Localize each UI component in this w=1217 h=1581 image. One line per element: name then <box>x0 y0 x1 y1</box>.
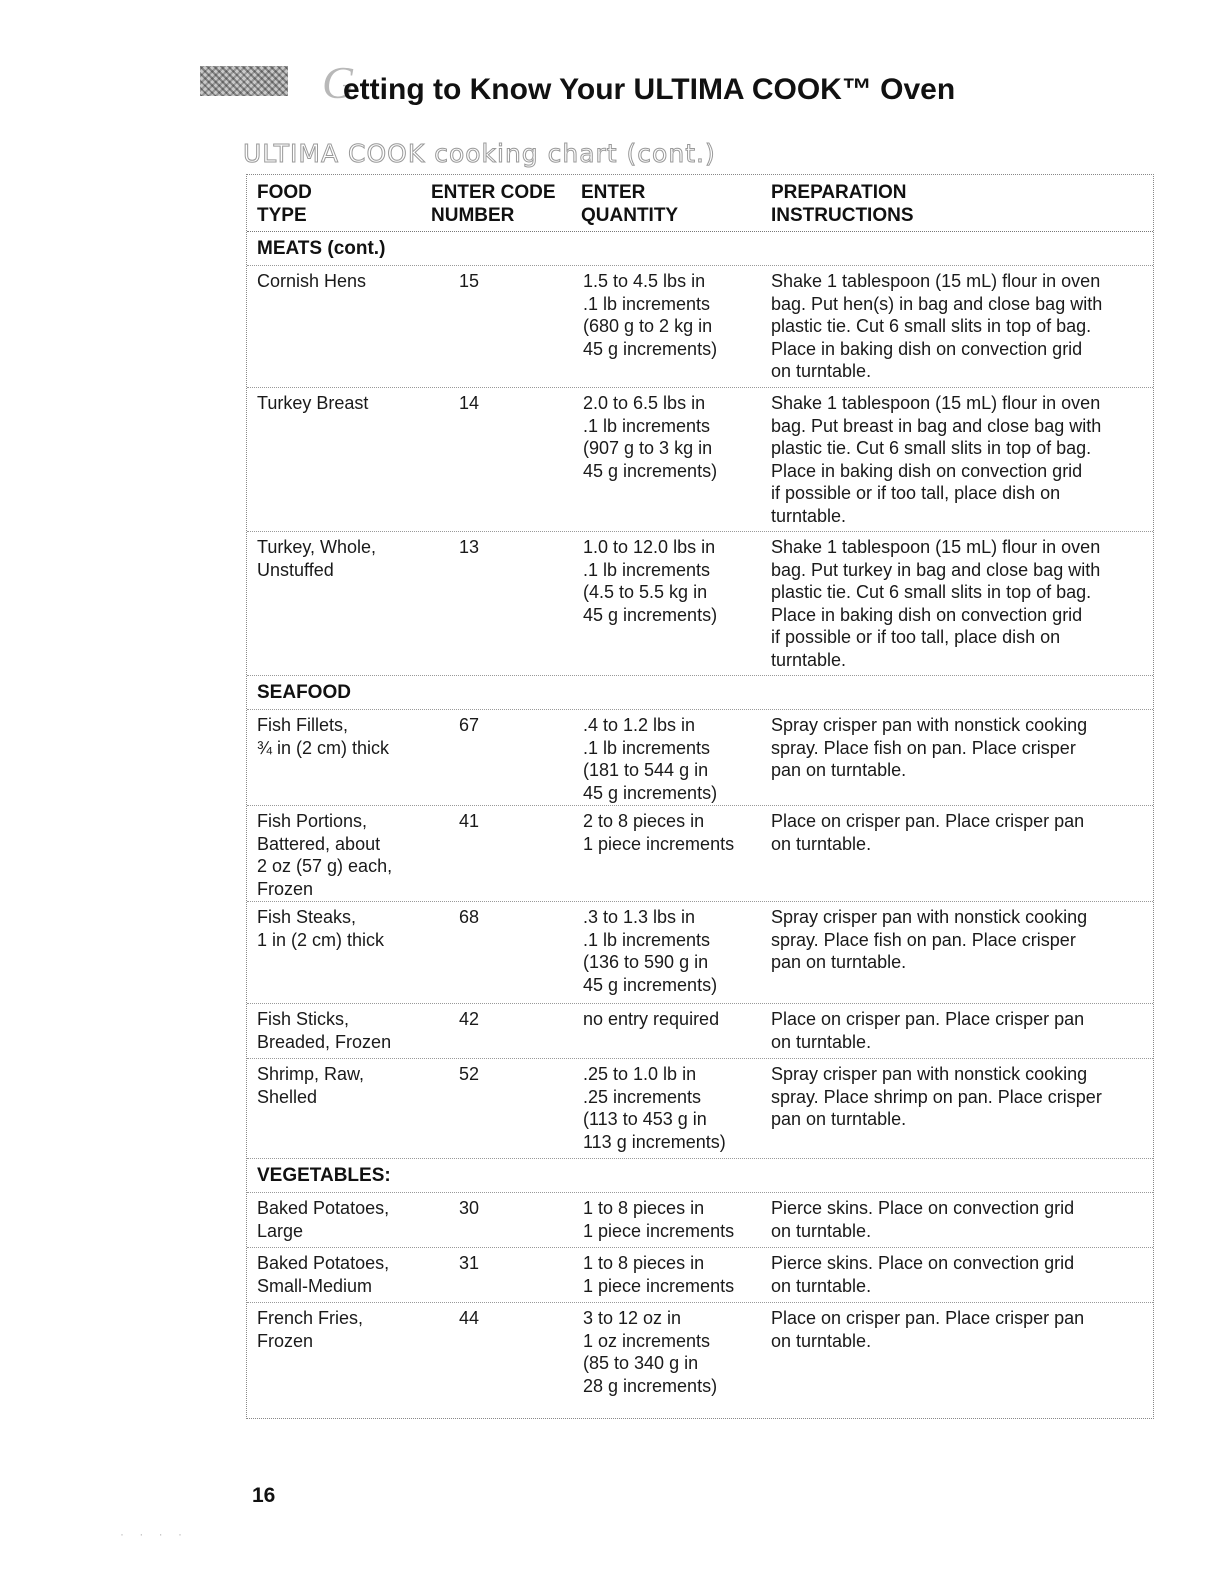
header-food-type: FOOD TYPE <box>257 182 312 226</box>
code-cell: 30 <box>459 1198 480 1218</box>
scan-artifact-dots: · · · · <box>120 1527 188 1541</box>
food-type-cell: Turkey Breast <box>257 393 369 413</box>
quantity-cell: 2 to 8 pieces in 1 piece increments <box>583 811 735 854</box>
page-title: etting to Know Your ULTIMA COOK™ Oven <box>343 73 956 106</box>
preparation-cell: Pierce skins. Place on convection grid on turntable. <box>771 1198 1075 1241</box>
code-cell: 41 <box>459 811 480 831</box>
food-type-cell: Fish Portions, Battered, about 2 oz (57 g) each, Frozen <box>257 811 393 899</box>
table-row <box>247 806 1153 902</box>
code-cell: 14 <box>459 393 480 413</box>
code-cell: 44 <box>459 1308 480 1328</box>
header-enter-code: ENTER CODE NUMBER <box>431 182 556 226</box>
table-row <box>247 1303 1153 1418</box>
code-cell: 13 <box>459 537 480 557</box>
quantity-cell: .25 to 1.0 lb in .25 increments (113 to 453 g in 113 g increments) <box>583 1064 726 1152</box>
quantity-cell: 1 to 8 pieces in 1 piece increments <box>583 1253 735 1296</box>
table-row <box>247 532 1153 676</box>
preparation-cell: Shake 1 tablespoon (15 mL) flour in oven bag. Put hen(s) in bag and close bag with plastic tie. Cut 6 small slits in top of bag. Place in baking dish on convection grid on turntable. <box>771 271 1103 381</box>
table-row <box>247 266 1153 388</box>
preparation-cell: Shake 1 tablespoon (15 mL) flour in oven bag. Put breast in bag and close bag with plastic tie. Cut 6 small slits in top of bag. Place in baking dish on convection grid if possible or if too tall, place dish on turntable. <box>771 393 1102 526</box>
table-row <box>247 1248 1153 1303</box>
preparation-cell: Place on crisper pan. Place crisper pan on turntable. <box>771 1308 1085 1351</box>
section-title: ULTIMA COOK cooking chart (cont.) <box>243 139 716 168</box>
preparation-cell: Pierce skins. Place on convection grid on turntable. <box>771 1253 1075 1296</box>
table-row <box>247 388 1153 532</box>
category-meats <box>247 232 1153 266</box>
preparation-cell: Spray crisper pan with nonstick cooking spray. Place shrimp on pan. Place crisper pan on turntable. <box>771 1064 1102 1129</box>
code-cell: 31 <box>459 1253 480 1273</box>
quantity-cell: .4 to 1.2 lbs in .1 lb increments (181 to 544 g in 45 g increments) <box>583 715 718 803</box>
food-type-cell: Baked Potatoes, Large <box>257 1198 390 1241</box>
cooking-chart-table <box>246 174 1154 1419</box>
page-number: 16 <box>252 1484 276 1507</box>
preparation-cell: Spray crisper pan with nonstick cooking spray. Place fish on pan. Place crisper pan on turntable. <box>771 715 1088 780</box>
quantity-cell: 1.0 to 12.0 lbs in .1 lb increments (4.5 to 5.5 kg in 45 g increments) <box>583 537 718 625</box>
preparation-cell: Spray crisper pan with nonstick cooking spray. Place fish on pan. Place crisper pan on turntable. <box>771 907 1088 972</box>
quantity-cell: 3 to 12 oz in 1 oz increments (85 to 340 g in 28 g increments) <box>583 1308 718 1396</box>
food-type-cell: Baked Potatoes, Small-Medium <box>257 1253 390 1296</box>
quantity-cell: 1 to 8 pieces in 1 piece increments <box>583 1198 735 1241</box>
food-type-cell: Cornish Hens <box>257 271 367 291</box>
food-type-cell: Fish Steaks, 1 in (2 cm) thick <box>257 907 385 950</box>
food-type-cell: Fish Fillets, ¾ in (2 cm) thick <box>257 715 390 758</box>
section-tab-graphic <box>200 66 288 96</box>
quantity-cell: .3 to 1.3 lbs in .1 lb increments (136 to 590 g in 45 g increments) <box>583 907 718 995</box>
quantity-cell: 1.5 to 4.5 lbs in .1 lb increments (680 g to 2 kg in 45 g increments) <box>583 271 718 359</box>
page-header <box>200 58 1100 118</box>
header-preparation: PREPARATION INSTRUCTIONS <box>771 182 914 226</box>
code-cell: 42 <box>459 1009 480 1029</box>
table-row <box>247 1059 1153 1159</box>
code-cell: 15 <box>459 271 480 291</box>
category-label: MEATS (cont.) <box>257 238 386 259</box>
code-cell: 67 <box>459 715 480 735</box>
table-row <box>247 710 1153 806</box>
category-label: VEGETABLES: <box>257 1165 391 1186</box>
preparation-cell: Place on crisper pan. Place crisper pan on turntable. <box>771 811 1085 854</box>
food-type-cell: Turkey, Whole, Unstuffed <box>257 537 377 580</box>
table-row <box>247 1193 1153 1248</box>
quantity-cell: 2.0 to 6.5 lbs in .1 lb increments (907 g to 3 kg in 45 g increments) <box>583 393 718 481</box>
code-cell: 52 <box>459 1064 480 1084</box>
code-cell: 68 <box>459 907 480 927</box>
category-label: SEAFOOD <box>257 682 351 703</box>
table-header-row <box>247 175 1153 232</box>
preparation-cell: Place on crisper pan. Place crisper pan on turntable. <box>771 1009 1085 1052</box>
table-row <box>247 1004 1153 1059</box>
preparation-cell: Shake 1 tablespoon (15 mL) flour in oven bag. Put turkey in bag and close bag with plastic tie. Cut 6 small slits in top of bag. Place in baking dish on convection grid if possible or if too tall, place dish on turntable. <box>771 537 1101 670</box>
category-seafood <box>247 676 1153 710</box>
header-enter-quantity: ENTER QUANTITY <box>581 182 679 226</box>
category-vegetables <box>247 1159 1153 1193</box>
food-type-cell: French Fries, Frozen <box>257 1308 364 1351</box>
table-row <box>247 902 1153 1004</box>
food-type-cell: Fish Sticks, Breaded, Frozen <box>257 1009 392 1052</box>
quantity-cell: no entry required <box>583 1009 720 1029</box>
food-type-cell: Shrimp, Raw, Shelled <box>257 1064 365 1107</box>
header-initial-letter: G <box>322 57 356 108</box>
